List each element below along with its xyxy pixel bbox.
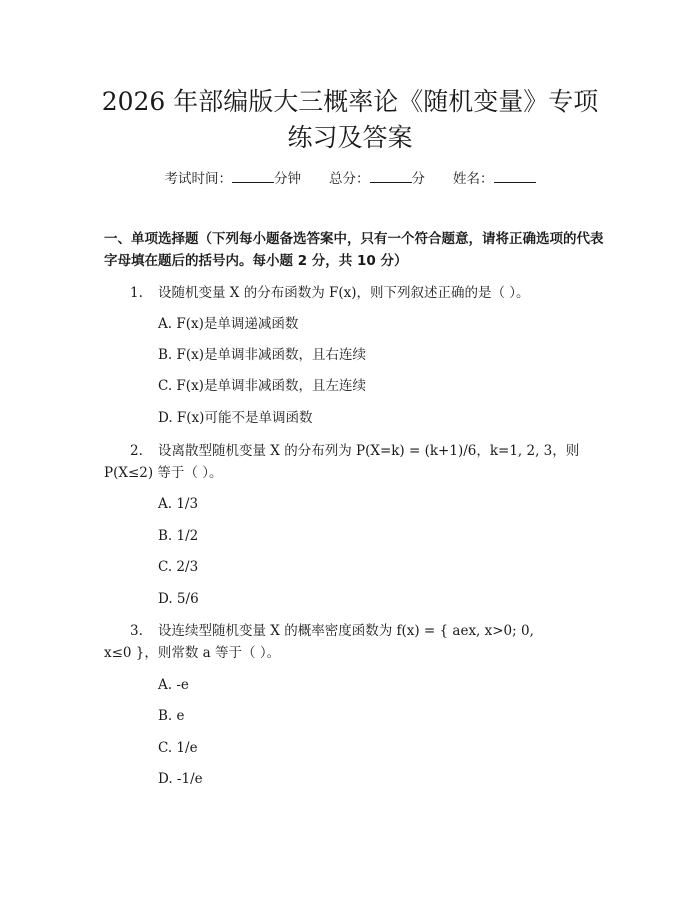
question-1: [104, 282, 584, 304]
score-unit: 分: [411, 171, 425, 187]
question-text-line-2: P(X≤2) 等于（ ）。: [104, 465, 223, 481]
time-unit: 分钟: [274, 171, 301, 187]
option-d: D. 5/6: [158, 591, 199, 607]
option-b: B. F(x)是单调非减函数，且右连续: [158, 347, 367, 363]
option-b: B. 1/2: [158, 528, 199, 544]
time-label: 考试时间：: [164, 171, 232, 187]
option-c: C. 2/3: [158, 559, 199, 575]
question-2: [104, 440, 584, 462]
question-2-continued: [104, 462, 584, 484]
question-text-line-1: 设连续型随机变量 X 的概率密度函数为 f(x) = { aex, x>0; 0,: [158, 623, 534, 639]
option-a: A. F(x)是单调递减函数: [158, 316, 299, 332]
question-number: 2.: [130, 443, 143, 459]
option-b: B. e: [158, 708, 185, 724]
question-3-continued: [104, 642, 584, 664]
option-d: D. F(x)可能不是单调函数: [158, 410, 313, 426]
section-heading: 一、单项选择题（下列每小题备选答案中，只有一个符合题意，请将正确选项的代表字母填在题后的括号内。每小题 2 分，共 10 分）: [104, 231, 604, 269]
time-field: [165, 168, 302, 189]
page-title-line-1: 2026 年部编版大三概率论《随机变量》专项: [101, 87, 599, 116]
score-field: [329, 168, 425, 189]
time-blank: [232, 168, 274, 183]
score-label: 总分：: [329, 171, 370, 187]
question-3: [104, 620, 584, 642]
name-field: [453, 168, 536, 189]
option-a: A. 1/3: [158, 496, 199, 512]
page-title-line-2: 练习及答案: [287, 123, 413, 152]
name-label: 姓名：: [453, 171, 494, 187]
name-blank: [494, 168, 536, 183]
option-c: C. F(x)是单调非减函数，且左连续: [158, 378, 366, 394]
option-a: A. -e: [158, 677, 189, 693]
question-text-line-1: 设离散型随机变量 X 的分布列为 P(X=k) = (k+1)/6，k=1, 2, 3，则: [158, 443, 580, 459]
question-number: 3.: [130, 623, 143, 639]
question-number: 1.: [130, 285, 143, 301]
score-blank: [370, 168, 412, 183]
question-text: 设随机变量 X 的分布函数为 F(x)，则下列叙述正确的是（ ）。: [158, 285, 530, 301]
option-c: C. 1/e: [158, 740, 198, 756]
exam-meta: [0, 168, 700, 189]
question-text-line-2: x≤0 }，则常数 a 等于（ ）。: [104, 645, 281, 661]
option-d: D. -1/e: [158, 771, 203, 787]
